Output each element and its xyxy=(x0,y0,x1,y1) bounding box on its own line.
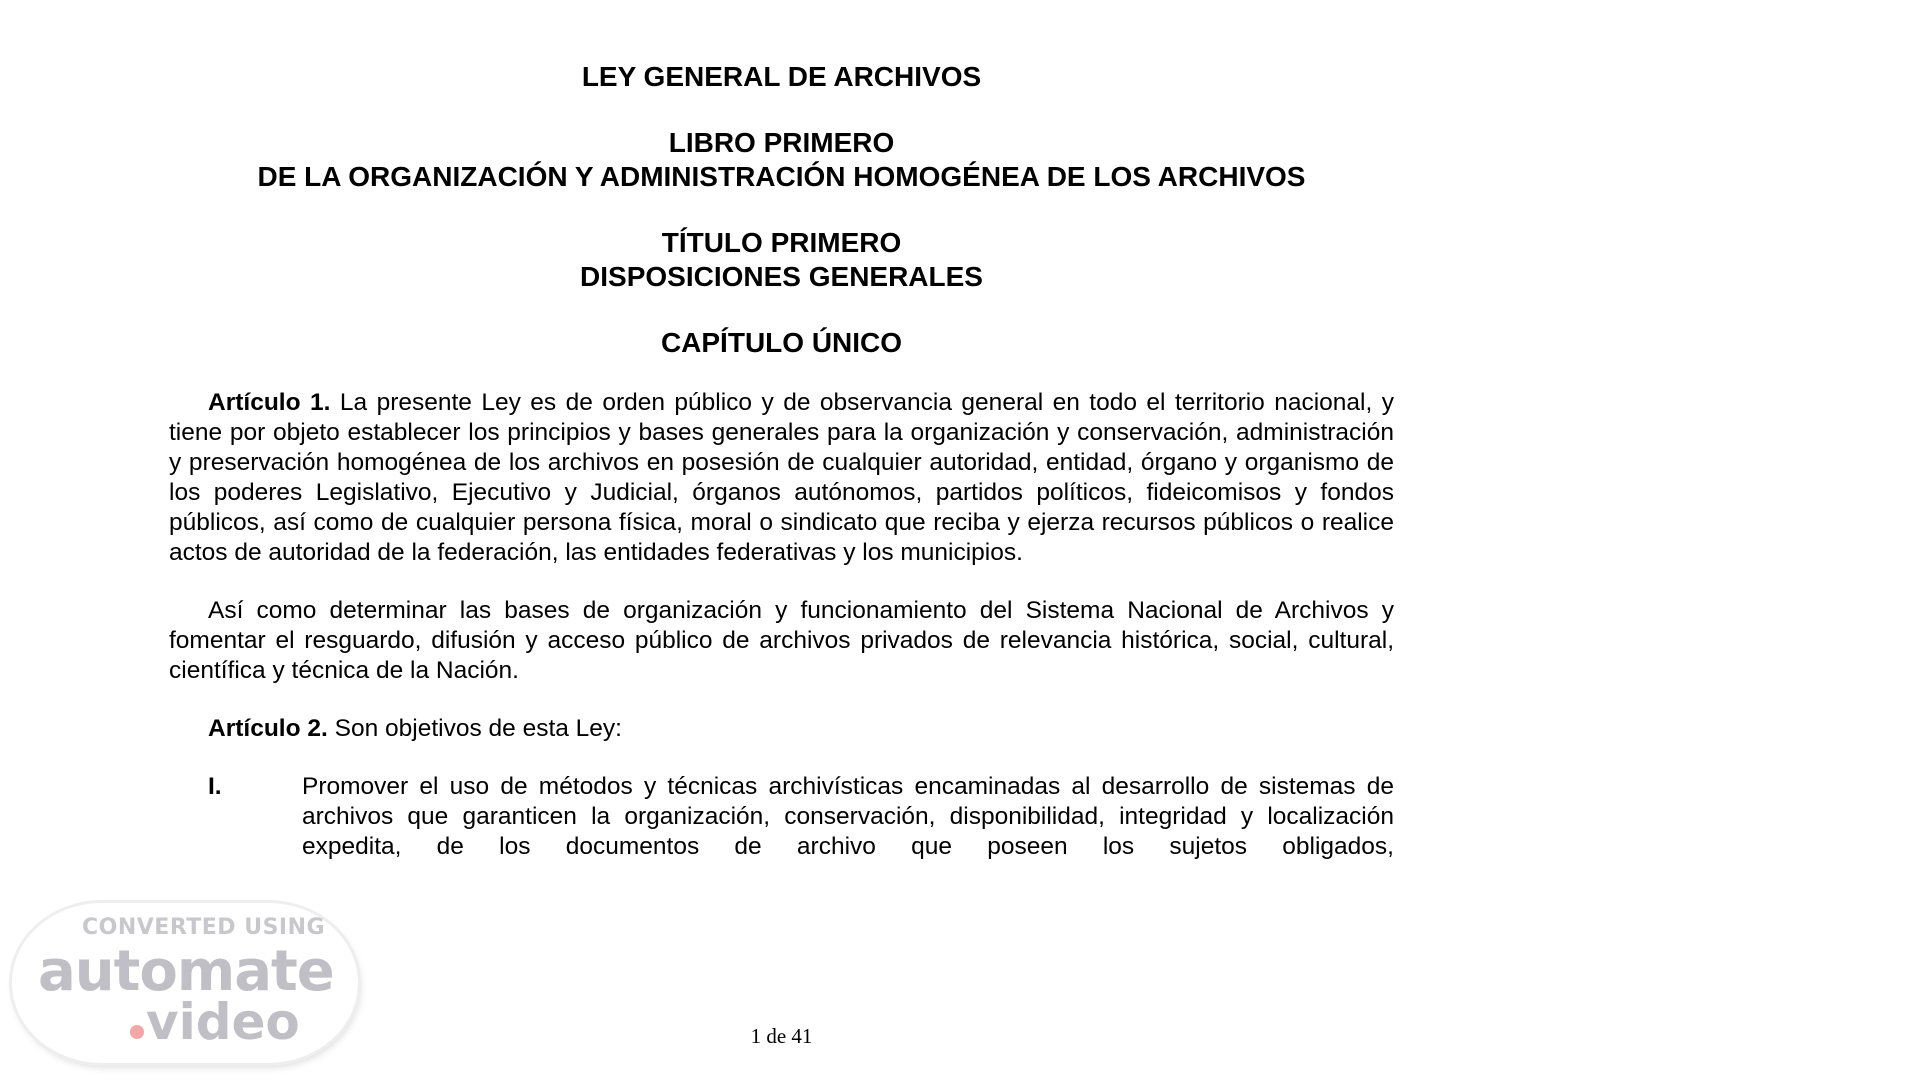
law-title: LEY GENERAL DE ARCHIVOS xyxy=(581,61,982,92)
watermark-video-word: video xyxy=(146,993,300,1051)
book-subtitle: DE LA ORGANIZACIÓN Y ADMINISTRACIÓN HOMOGÉNEA DE LOS ARCHIVOS xyxy=(257,161,1306,192)
page-number: 1 de 41 xyxy=(750,1024,813,1048)
watermark-dot-icon xyxy=(130,1025,144,1039)
title-subtitle: DISPOSICIONES GENERALES xyxy=(580,261,983,292)
list-item-number: I. xyxy=(208,773,222,800)
watermark-converted-text: CONVERTED USING xyxy=(82,915,326,940)
chapter-heading: CAPÍTULO ÚNICO xyxy=(660,327,903,358)
book-heading: LIBRO PRIMERO xyxy=(668,127,895,158)
document-page xyxy=(169,60,1394,862)
title-heading: TÍTULO PRIMERO xyxy=(661,227,902,258)
article-1-paragraph xyxy=(169,388,1394,568)
article-2-paragraph xyxy=(169,714,1394,744)
list-item-text: Promover el uso de métodos y técnicas archivísticas encaminadas al desarrollo de sistemas de archivos que garanticen la organización, conservación, disponibilidad, integridad y localización expedita, de los documentos de archivo que poseen los sujetos obligados, xyxy=(302,773,1394,860)
list-item xyxy=(169,772,1394,862)
watermark-automate-text: automate xyxy=(38,939,334,1004)
article-2-text: Son objetivos de esta Ley: xyxy=(327,715,622,742)
watermark-video-text xyxy=(130,993,300,1051)
article-2-label: Artículo 2. xyxy=(208,715,328,742)
article-1-second-paragraph: Así como determinar las bases de organización y funcionamiento del Sistema Nacional de Archivos y fomentar el resguardo, difusión y acceso público de archivos privados de relevancia histórica, social, cultural, científica y técnica de la Nación. xyxy=(169,597,1394,684)
article-1-text: La presente Ley es de orden público y de observancia general en todo el territorio nacional, y tiene por objeto establecer los principios y bases generales para la organización y conservación, administración y preservación homogénea de los archivos en posesión de cualquier autoridad, entidad, órgano y organismo de los poderes Legislativo, Ejecutivo y Judicial, órganos autónomos, partidos políticos, fideicomisos y fondos públicos, así como de cualquier persona física, moral o sindicato que reciba y ejerza recursos públicos o realice actos de autoridad de la federación, las entidades federativas y los municipios. xyxy=(169,389,1394,566)
article-1-label: Artículo 1. xyxy=(208,389,331,416)
watermark-logo xyxy=(12,903,358,1063)
